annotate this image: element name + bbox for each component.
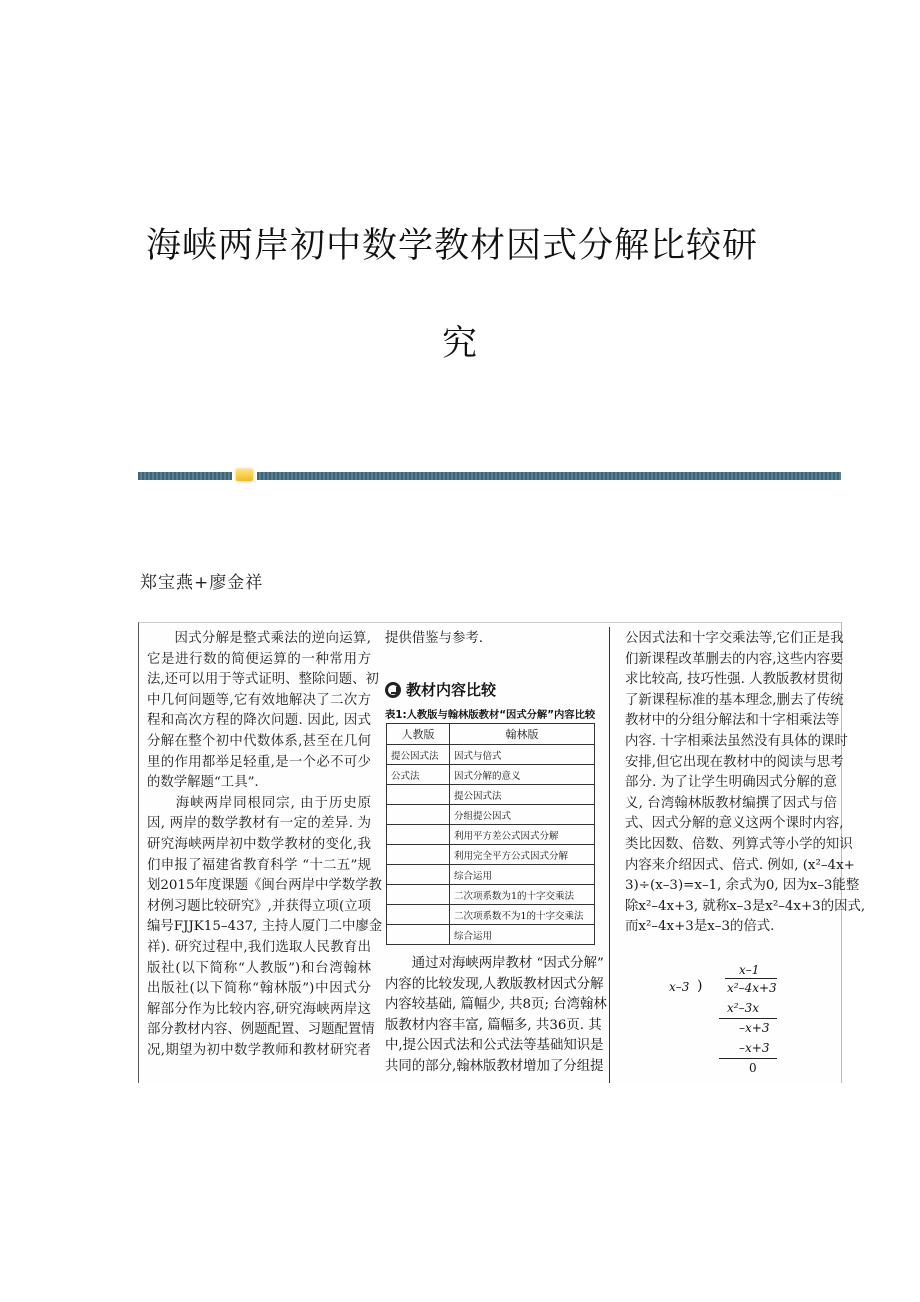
table-cell (387, 785, 450, 805)
paragraph-line: 况,期望为初中数学教师和教材研究者 (147, 1042, 371, 1058)
paragraph-line: 分解在整个初中代数体系,甚至在几何 (147, 733, 371, 749)
paragraph-line: 式、因式分解的意义这两个课时内容, (625, 816, 844, 832)
remainder-1: –x+3 (739, 1021, 770, 1035)
table-row (387, 745, 595, 765)
paragraph-line: 们新课程改革删去的内容,这些内容要 (625, 651, 844, 667)
paragraph-line: 提供借鉴与参考. (385, 631, 483, 646)
table-header-cell: 翰林版 (450, 724, 595, 745)
paragraph-line: 除x²–4x+3, 就称x–3是x²–4x+3的因式, (625, 898, 866, 914)
paragraph-line: 它是进行数的简便运算的一种常用方 (147, 651, 371, 667)
division-bracket: ) (697, 978, 703, 994)
table-cell (387, 805, 450, 825)
table-cell: 提公因式法 (387, 745, 450, 765)
table-row (387, 805, 595, 825)
step-2: –x+3 (739, 1041, 770, 1055)
paragraph-line: 因, 两岸的数学教材有一定的差异. 为 (147, 816, 371, 832)
paragraph-line: 程和高次方程的降次问题. 因此, 因式 (147, 713, 371, 729)
paragraph-line: 教材中的分组分解法和十字相乘法等 (625, 713, 840, 729)
step-1: x²–3x (727, 1001, 759, 1015)
table-cell: 因式与倍式 (450, 745, 595, 765)
table-row (387, 785, 595, 805)
table-cell: 因式分解的意义 (450, 765, 595, 785)
paragraph-line: 安排,但它出现在教材中的阅读与思考 (625, 754, 844, 770)
table-cell: 分组提公因式 (450, 805, 595, 825)
article-scan (138, 622, 866, 1083)
column-divider (609, 627, 610, 1083)
paragraph-line: 类比因数、倍数、列算式等小学的知识 (625, 836, 853, 852)
table-row (387, 765, 595, 785)
paragraph-line: 们申报了福建省教育科学 “十二五”规 (147, 857, 371, 873)
paragraph-line: 里的作用都举足轻重,是一个必不可少 (147, 754, 371, 770)
table-row (387, 845, 595, 865)
paragraph-line: 部分教材内容、例题配置、习题配置情 (147, 1022, 375, 1038)
table-caption: 表1:人教版与翰林版教材“因式分解”内容比较 (385, 709, 596, 721)
remainder: 0 (749, 1061, 757, 1075)
divisor: x–3 (669, 980, 690, 994)
long-division (669, 963, 809, 1083)
paragraph-line: 3)÷(x–3)=x–1, 余式为0, 因为x–3能整 (625, 878, 860, 894)
paragraph-line: 公因式法和十字交乘法等,它们正是我 (625, 631, 844, 646)
document-title-line-2: 究 (441, 324, 478, 364)
paragraph-line: 部分. 为了让学生明确因式分解的意 (625, 775, 837, 791)
table-cell (387, 865, 450, 885)
quotient: x–1 (739, 963, 760, 977)
paragraph-line: 而x²–4x+3是x–3的倍式. (625, 919, 775, 935)
column-2-top (385, 629, 599, 650)
paragraph-line: 共同的部分,翰林版教材增加了分组提 (385, 1058, 604, 1074)
table-header-cell: 人教版 (387, 724, 450, 745)
paragraph-line: 研究海峡两岸初中数学教材的变化,我 (147, 836, 371, 852)
section-heading-text: 教材内容比较 (406, 681, 497, 699)
table-row (387, 905, 595, 925)
table-cell (387, 905, 450, 925)
paragraph-line: 了新课程标准的基本理念,删去了传统 (625, 692, 844, 708)
document-title-line-1: 海峡两岸初中数学教材因式分解比较研 (145, 226, 758, 266)
paragraph-line: 编号FJJK15–437, 主持人厦门二中廖金 (147, 919, 383, 935)
divider-bar-right (257, 472, 841, 480)
column-2-bottom (385, 954, 607, 1078)
dividend: x²–4x+3 (727, 981, 777, 995)
authors: 郑宝燕+廖金祥 (140, 573, 264, 593)
paragraph-line: 内容. 十字相乘法虽然没有具体的课时 (625, 733, 848, 749)
section-arrow-icon (385, 682, 401, 698)
paragraph-line: 求比较高, 技巧性强. 人教版教材贯彻 (625, 672, 843, 688)
table-row (387, 825, 595, 845)
paragraph-line: 通过对海峡两岸教材 “因式分解” (385, 956, 604, 971)
divider-bar-left (138, 472, 232, 480)
paragraph-line: 内容来介绍因式、倍式. 例如, (x²–4x+ (625, 857, 855, 873)
table-cell: 公式法 (387, 765, 450, 785)
paragraph-line: 中,提公因式法和公式法等基础知识是 (385, 1038, 604, 1054)
paragraph-line: 版教材内容丰富, 篇幅多, 共36页. 其 (385, 1017, 602, 1033)
section-heading (385, 679, 496, 700)
table-cell (387, 925, 450, 945)
table-cell: 综合运用 (450, 925, 595, 945)
paragraph-line: 因式分解是整式乘法的逆向运算, (147, 631, 371, 646)
paragraph-line: 划2015年度课题《闽台两岸中学数学教 (147, 878, 382, 894)
table-cell: 综合运用 (450, 865, 595, 885)
paragraph-line: 祥). 研究过程中,我们选取人民教育出 (147, 939, 371, 955)
table-cell: 提公因式法 (450, 785, 595, 805)
column-3 (625, 629, 866, 938)
table-cell (387, 825, 450, 845)
table-cell: 利用完全平方公式因式分解 (450, 845, 595, 865)
table-row (387, 865, 595, 885)
paragraph-line: 解部分作为比较内容,研究海峡两岸这 (147, 1001, 371, 1017)
table-cell: 利用平方差公式因式分解 (450, 825, 595, 845)
paragraph-line: 内容较基础, 篇幅少, 共8页; 台湾翰林 (385, 997, 607, 1013)
paragraph-line: 内容的比较发现,人教版教材因式分解 (385, 976, 604, 992)
paragraph-line: 的数学解题“工具”. (147, 775, 259, 791)
table-cell (387, 885, 450, 905)
table-row (387, 885, 595, 905)
paragraph-line: 版社(以下简称“人教版”)和台湾翰林 (147, 960, 371, 976)
table-cell: 二次项系数为1的十字交乘法 (450, 885, 595, 905)
table-cell: 二次项系数不为1的十字交乘法 (450, 905, 595, 925)
paragraph-line: 出版社(以下简称“翰林版”)中因式分 (147, 981, 371, 997)
table-row (387, 925, 595, 945)
paragraph-line: 法,还可以用于等式证明、整除问题、初 (147, 672, 379, 688)
paragraph-line: 海峡两岸同根同宗, 由于历史原 (147, 795, 371, 811)
divider-ornament-icon (236, 469, 253, 481)
comparison-table (386, 723, 595, 945)
paragraph-line: 材例习题比较研究》,并获得立项(立项 (147, 898, 371, 914)
table-cell (387, 845, 450, 865)
paragraph-line: 义, 台湾翰林版教材编撰了因式与倍 (625, 795, 837, 811)
paragraph-line: 中几何问题等,它有效地解决了二次方 (147, 692, 371, 708)
column-1 (147, 629, 383, 1061)
